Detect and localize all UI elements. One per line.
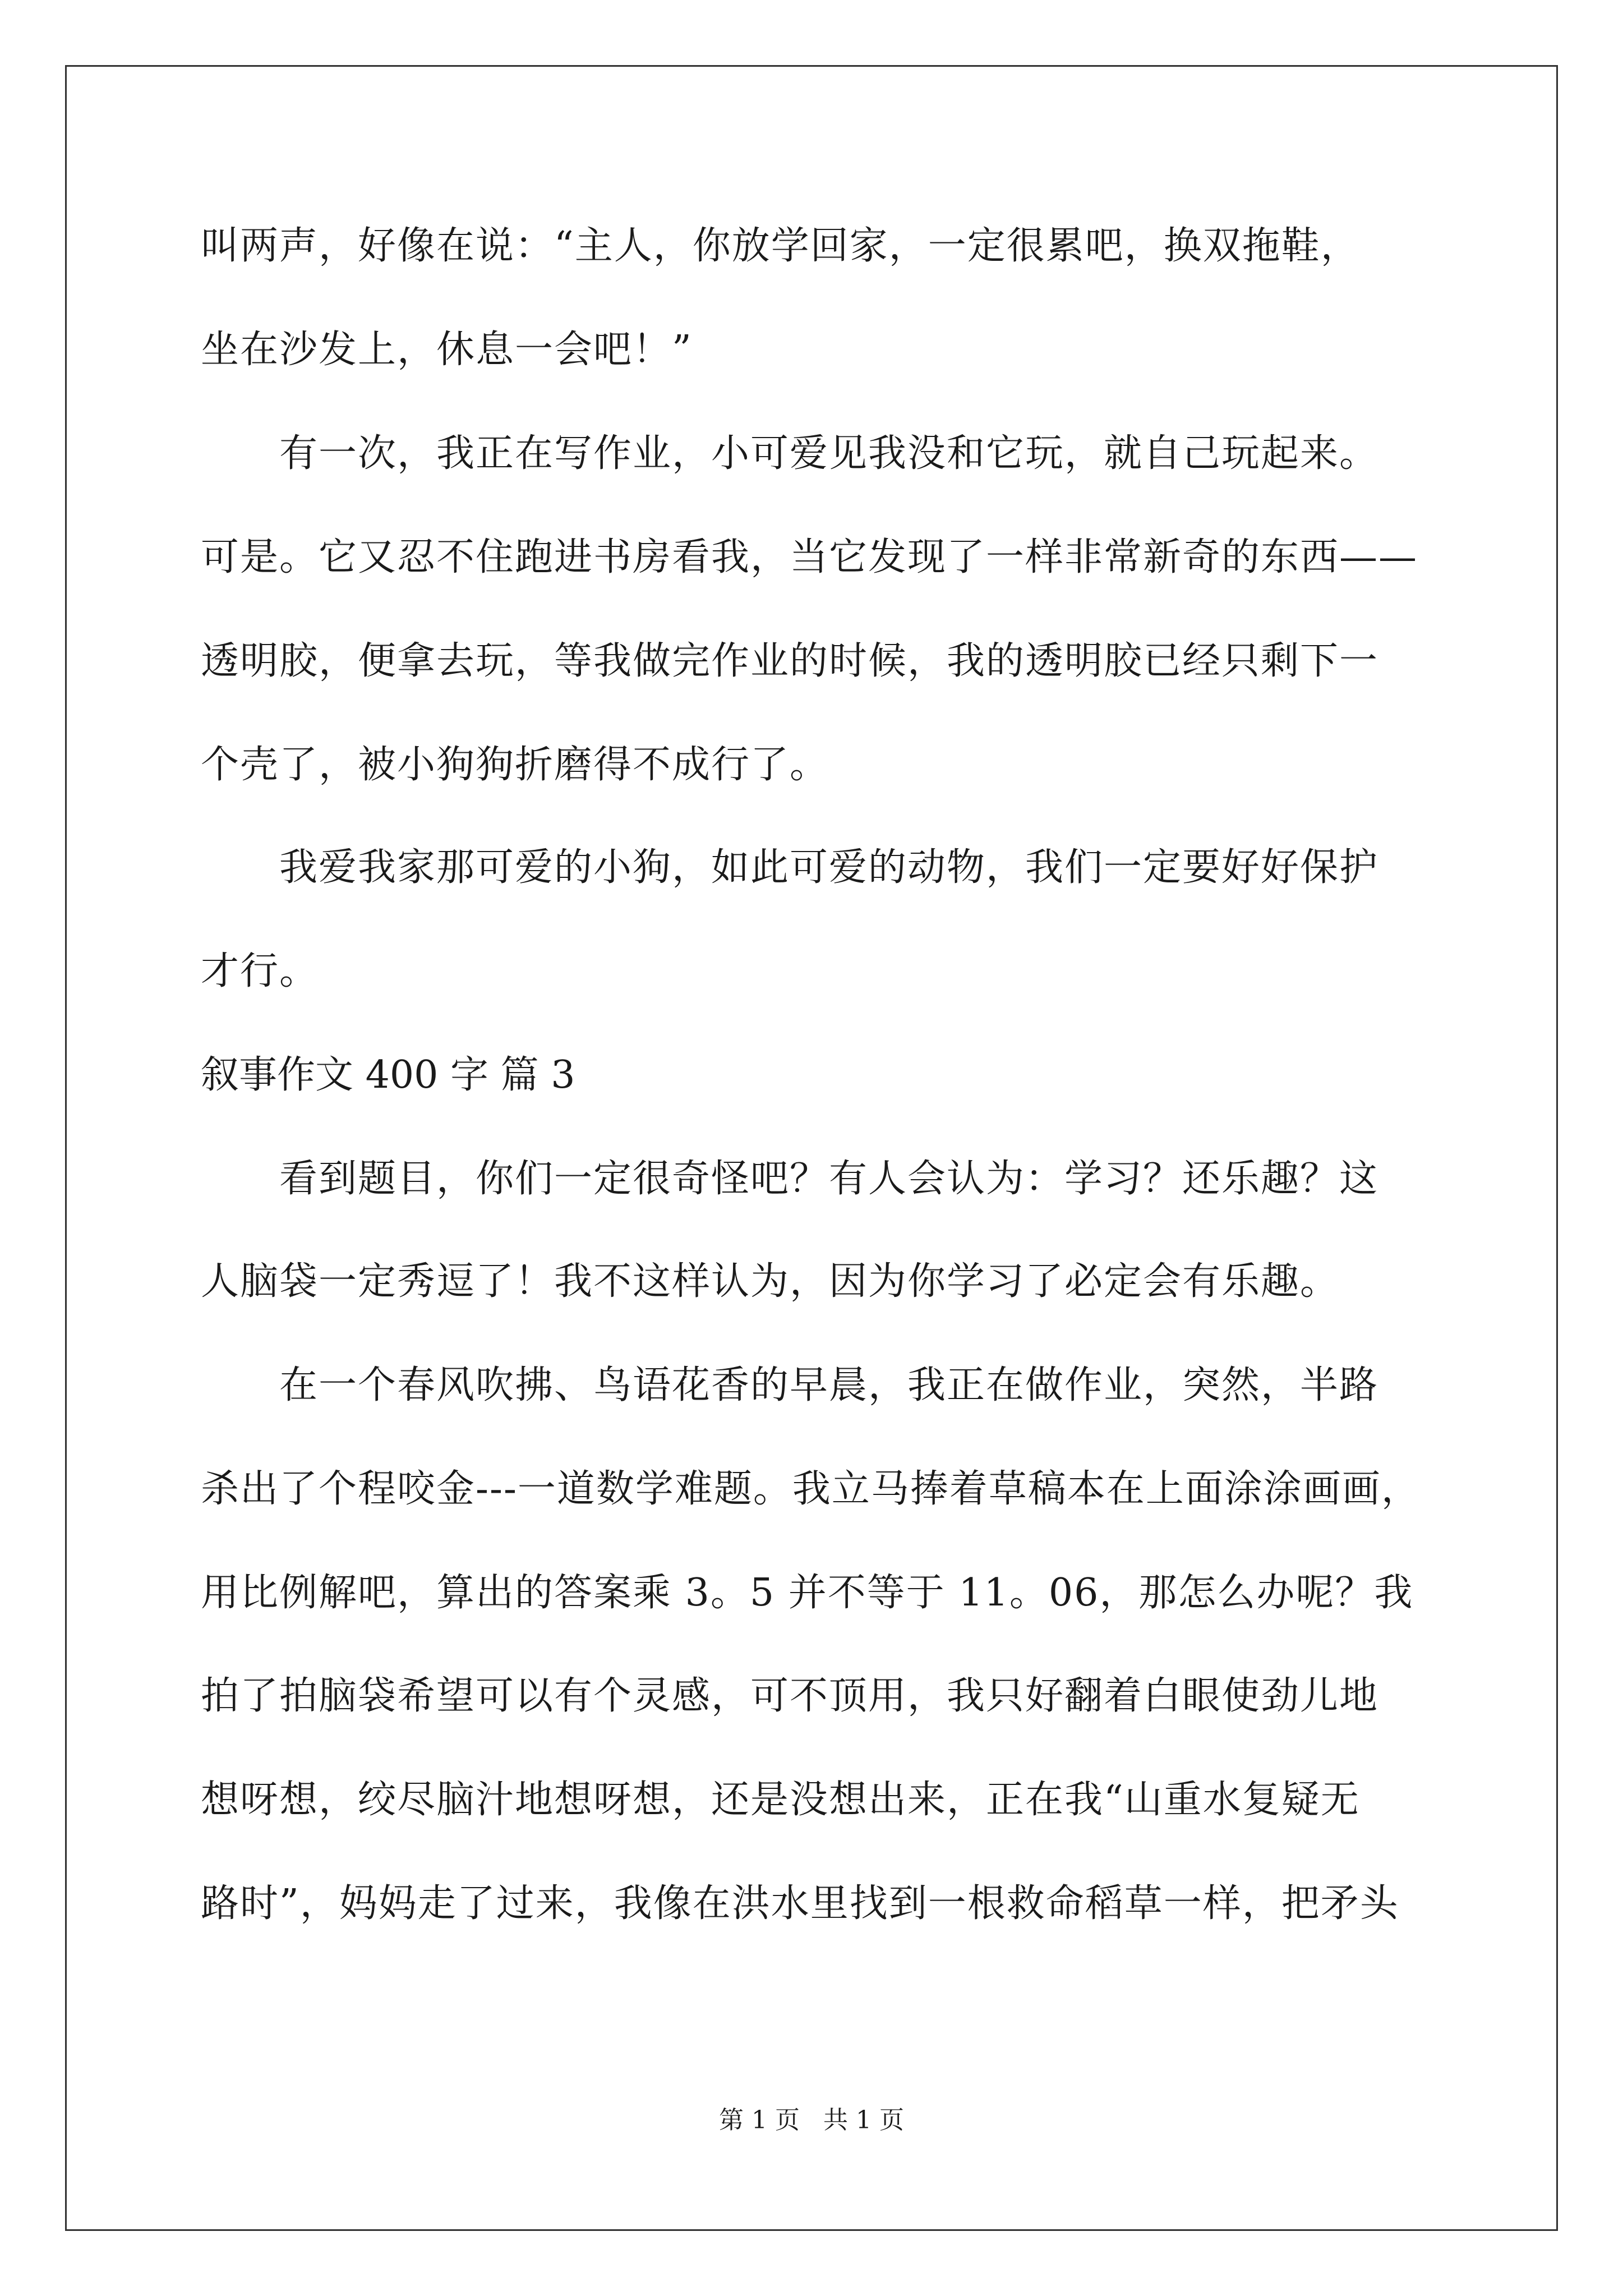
text-line: 个壳了，被小狗狗折磨得不成行了。 (201, 743, 829, 787)
text-line: 才行。 (201, 949, 319, 993)
paragraph-start: 在一个春风吹拂、鸟语花香的早晨，我正在做作业，突然，半路 (279, 1363, 1379, 1407)
section-heading: 叙事作文 400 字 篇 3 (201, 1053, 575, 1097)
paragraph-start: 我爱我家那可爱的小狗，如此可爱的动物，我们一定要好好保护 (279, 845, 1379, 890)
text-line: 路时”，妈妈走了过来，我像在洪水里找到一根救命稻草一样，把矛头 (201, 1881, 1399, 1926)
text-line: 杀出了个程咬金---一道数学难题。我立马捧着草稿本在上面涂涂画画， (201, 1467, 1421, 1511)
text-line: 人脑袋一定秀逗了！我不这样认为，因为你学习了必定会有乐趣。 (201, 1259, 1340, 1304)
text-line: 坐在沙发上，休息一会吧！” (201, 328, 693, 372)
text-line: 用比例解吧，算出的答案乘 3。5 并不等于 11。06，那怎么办呢？我 (201, 1571, 1414, 1615)
page-footer: 第 1 页 共 1 页 (719, 2106, 904, 2134)
text-line: 想呀想，绞尽脑汁地想呀想，还是没想出来，正在我“山重水复疑无 (201, 1778, 1360, 1822)
paragraph-start: 有一次，我正在写作业，小可爱见我没和它玩，就自己玩起来。 (279, 431, 1379, 476)
text-line: 可是。它又忍不住跑进书房看我，当它发现了一样非常新奇的东西—— (201, 535, 1418, 579)
text-line: 透明胶，便拿去玩，等我做完作业的时候，我的透明胶已经只剩下一 (201, 639, 1379, 683)
text-line: 叫两声，好像在说：“主人，你放学回家，一定很累吧，换双拖鞋， (201, 224, 1360, 268)
text-line: 拍了拍脑袋希望可以有个灵感，可不顶用，我只好翻着白眼使劲儿地 (201, 1674, 1379, 1718)
paragraph-start: 看到题目，你们一定很奇怪吧？有人会认为：学习？还乐趣？这 (279, 1157, 1379, 1201)
